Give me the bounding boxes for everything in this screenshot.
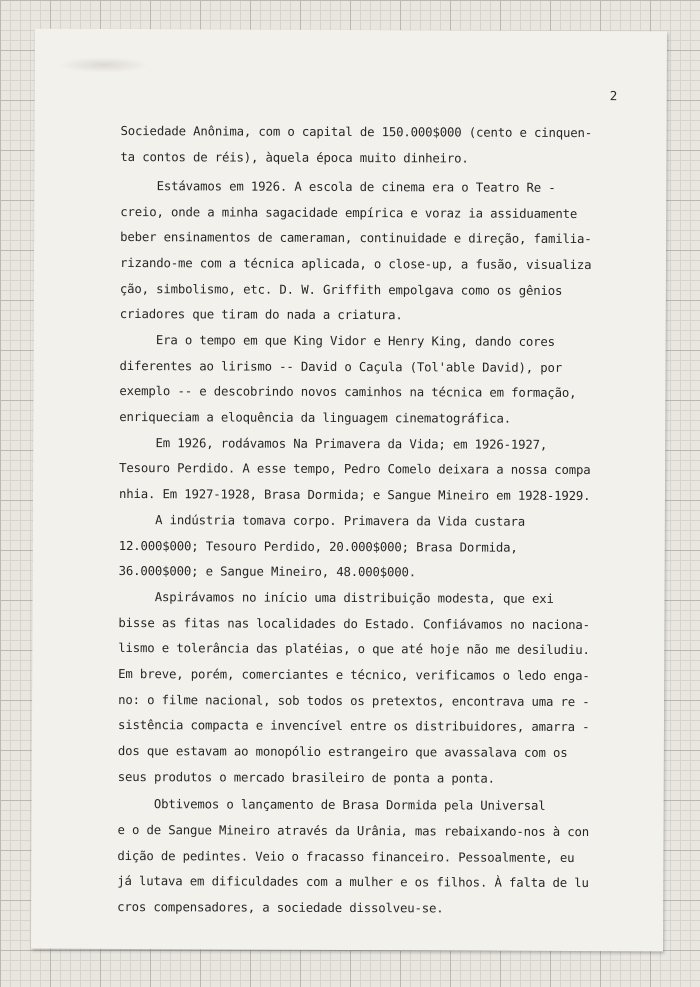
text-line: rizando-me com a técnica aplicada, o close-up, a fusão, visualiza xyxy=(119,255,592,273)
text-line: Aspirávamos no início uma distribuição modesta, que exi xyxy=(118,589,554,606)
text-line: A indústria tomava corpo. Primavera da Vida custara xyxy=(118,512,526,529)
text-line: Estávamos em 1926. A escola de cinema era o Teatro Re - xyxy=(120,178,556,195)
text-line: já lutava em dificuldades com a mulher e os filhos. À falta de lu xyxy=(117,873,589,891)
text-line: Obtivemos o lançamento de Brasa Dormida pela Universal xyxy=(117,796,546,813)
text-line: 36.000$000; e Sangue Mineiro, 48.000$000. xyxy=(118,563,417,580)
text-line: no: o filme nacional, sob todos os pretextos, encontrava uma re - xyxy=(118,692,590,710)
text-line: 12.000$000; Tesouro Perdido, 20.000$000; Brasa Dormida, xyxy=(118,538,518,555)
text-line: beber ensinamentos de cameraman, continuidade e direção, familia- xyxy=(120,229,592,247)
paper-stain xyxy=(59,57,149,73)
text-line: Era o tempo em que King Vidor e Henry King, dando cores xyxy=(119,332,555,349)
text-line: seus produtos o mercado brasileiro de ponta a ponta. xyxy=(117,769,495,786)
text-line: e o de Sangue Mineiro através da Urânia, mas rebaixando-nos à con xyxy=(117,822,590,840)
text-line: dos que estavam ao monopólio estrangeiro que avassalava com os xyxy=(117,743,568,760)
text-line: Tesouro Perdido. A esse tempo, Pedro Comelo deixara a nossa compa xyxy=(119,460,591,478)
text-line: sistência compacta e invencível entre os distribuidores, amarra - xyxy=(117,717,590,735)
text-line: lismo e tolerância das platéias, o que até hoje não me desiludiu. xyxy=(118,640,590,658)
page-number: 2 xyxy=(609,88,618,104)
text-line: creio, onde a minha sagacidade empírica e voraz ia assiduamente xyxy=(120,204,578,221)
text-line: ção, simbolismo, etc. D. W. Griffith empolgava como os gênios xyxy=(119,281,563,298)
text-line: cros compensadores, a sociedade dissolveu-se. xyxy=(117,899,444,916)
text-line: dição de pedintes. Veio o fracasso financeiro. Pessoalmente, eu xyxy=(117,848,575,865)
text-line: Em breve, porém, comerciantes e técnico, verificamos o ledo enga- xyxy=(118,666,590,684)
text-line: diferentes ao lirismo -- David o Caçula (Tol'able David), por xyxy=(119,358,563,375)
text-line: criadores que tiram do nada a criatura. xyxy=(119,306,403,323)
text-line: ta contos de réis), àquela época muito dinheiro. xyxy=(120,149,469,166)
text-line: nhia. Em 1927-1928, Brasa Dormida; e Sangue Mineiro em 1928-1929. xyxy=(118,486,591,504)
text-line: enriqueciam a eloquência da linguagem cinematográfica. xyxy=(119,409,512,426)
text-line: bisse as fitas nas localidades do Estado. Confiávamos no naciona- xyxy=(118,615,590,633)
body-text xyxy=(117,29,651,916)
typed-page xyxy=(31,29,667,952)
text-line: exemplo -- e descobrindo novos caminhos na técnica em formação, xyxy=(119,383,577,400)
text-line: Em 1926, rodávamos Na Primavera da Vida; em 1926-1927, xyxy=(119,435,548,452)
text-line: Sociedade Anônima, com o capital de 150.000$000 (cento e cinquen- xyxy=(120,123,593,141)
